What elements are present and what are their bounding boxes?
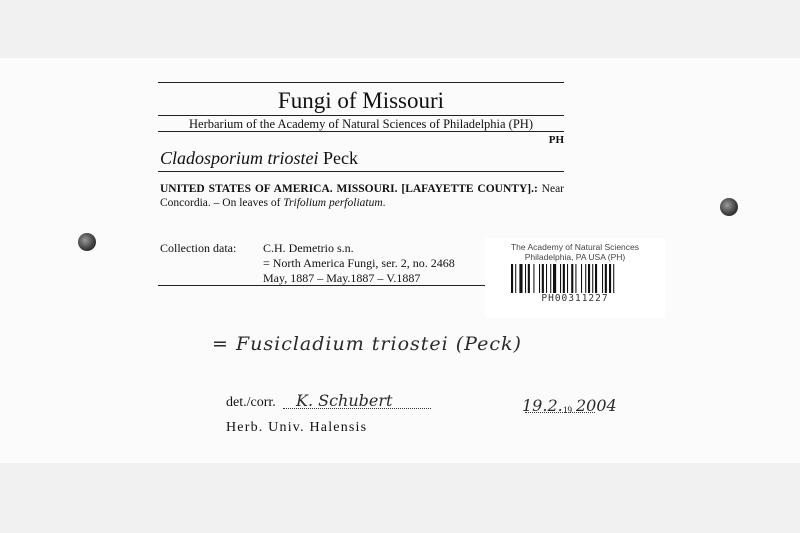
- collector: C.H. Demetrio s.n.: [263, 241, 354, 255]
- label-title: Fungi of Missouri: [277, 88, 445, 113]
- title-rule: [158, 115, 564, 116]
- determiner-name: K. Schubert: [296, 391, 393, 410]
- barcode-bar: [525, 264, 526, 293]
- herbarium-name: Herbarium of the Academy of Natural Sciences of Philadelphia (PH): [189, 117, 533, 131]
- species-author: Peck: [323, 148, 359, 168]
- barcode-bar: [515, 264, 516, 293]
- barcode-bar: [588, 264, 590, 293]
- locality-text: Near Concordia. – On leaves of: [160, 183, 564, 209]
- annotation-name: = Fusicladium triostei (Peck): [212, 333, 522, 355]
- top-rule: [158, 82, 564, 83]
- barcode-bar: [539, 264, 540, 293]
- barcode-bar: [511, 264, 513, 293]
- locality-region: UNITED STATES OF AMERICA. MISSOURI. [LAFAYETTE COUNTY].:: [160, 183, 538, 195]
- det-label: det./corr.: [226, 395, 276, 410]
- host-end: .: [382, 197, 386, 209]
- species-binomial: Cladosporium triostei: [160, 148, 319, 168]
- barcode-bar: [563, 264, 565, 293]
- barcode-bar: [533, 264, 534, 293]
- barcode-bar: [592, 264, 593, 293]
- collection-date: May, 1887 – May.1887 – V.1887: [263, 271, 421, 285]
- barcode-line1: The Academy of Natural Sciences: [510, 242, 640, 252]
- barcode-bar: [595, 264, 597, 293]
- barcode-bar: [613, 264, 614, 293]
- date-dotted-line: [525, 412, 595, 413]
- barcode-bar: [528, 264, 530, 293]
- barcode-bar: [550, 264, 551, 293]
- locality: [160, 182, 564, 210]
- det-date-printed: 19: [563, 405, 572, 415]
- herbarium-code: PH: [548, 134, 564, 146]
- barcode-line2: Philadelphia, PA USA (PH): [524, 252, 626, 262]
- barcode-institution: [485, 242, 665, 262]
- host-name: Trifolium perfoliatum: [283, 197, 383, 209]
- pin-left: [78, 233, 96, 251]
- barcode-number: PH00311227: [541, 293, 609, 304]
- barcode-bar: [581, 264, 582, 293]
- species-name: [160, 148, 358, 169]
- barcode-bar: [542, 264, 544, 293]
- barcode-bar: [519, 264, 522, 293]
- barcode-bar: [585, 264, 586, 293]
- collection-data: [263, 241, 455, 286]
- herbarium-halensis: Herb. Univ. Halensis: [226, 420, 368, 435]
- barcode-bar: [560, 264, 561, 293]
- det-date-day: 19.2.: [522, 396, 563, 415]
- barcode-bar: [605, 264, 607, 293]
- barcode-bar: [567, 264, 568, 293]
- collection-label: Collection data:: [160, 241, 237, 255]
- exsiccata: = North America Fungi, ser. 2, no. 2468: [263, 256, 455, 270]
- barcode-bar: [602, 264, 603, 293]
- det-date-year: 2004: [576, 396, 617, 415]
- herbarium-rule: [158, 131, 564, 132]
- barcode-bar: [609, 264, 611, 293]
- pin-right: [720, 198, 738, 216]
- barcode-bar: [546, 264, 547, 293]
- barcode-bar: [553, 264, 556, 293]
- species-rule: [158, 171, 564, 172]
- barcode-label: [485, 238, 665, 318]
- barcode-bar: [571, 264, 573, 293]
- barcode-bars: [511, 264, 646, 293]
- barcode-bar: [575, 264, 576, 293]
